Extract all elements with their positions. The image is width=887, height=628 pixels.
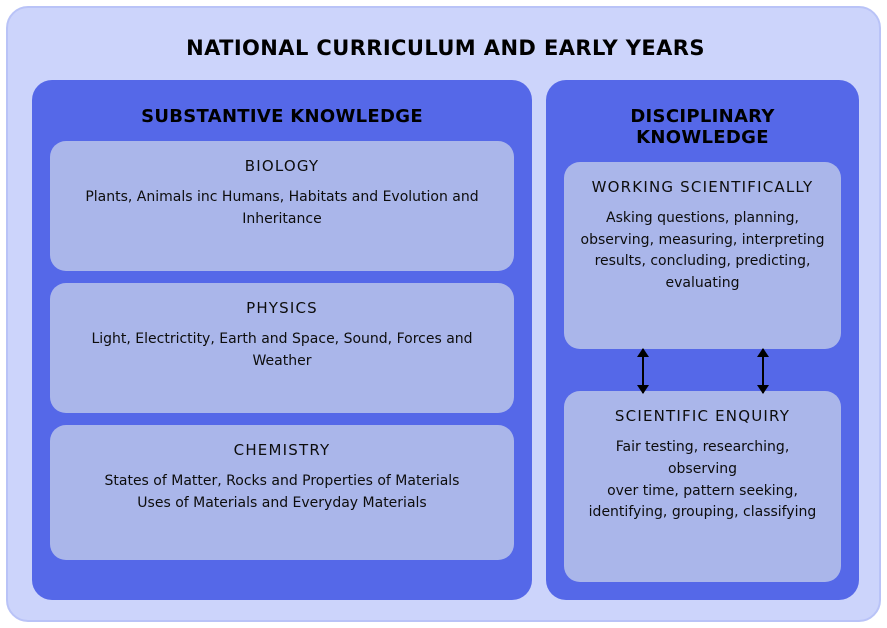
column-substantive-knowledge [32,80,532,600]
column-title-disciplinary: DISCIPLINARY KNOWLEDGE [630,106,775,148]
card-working-scientifically [564,162,841,349]
card-heading-biology: BIOLOGY [244,157,320,175]
card-chemistry [50,425,514,560]
card-line: Plants, Animals inc Humans, Habitats and Evolution and [85,189,479,205]
diagram-columns [32,80,859,600]
card-scientific-enquiry [564,391,841,582]
card-line: identifying, grouping, classifying [588,504,817,521]
card-heading-scientific-enquiry: SCIENTIFIC ENQUIRY [614,407,791,426]
card-biology [50,141,514,271]
card-heading-physics: PHYSICS [246,299,318,317]
card-line: Asking questions, planning, [606,210,799,226]
card-line: Uses of Materials and Everyday Materials [137,494,427,511]
card-body-chemistry [66,471,498,514]
card-line: States of Matter, Rocks and Properties of Materials [104,473,460,489]
card-line: Inheritance [242,210,322,227]
card-body-scientific-enquiry [580,437,825,524]
column-disciplinary-knowledge [546,80,859,600]
card-body-biology [66,187,498,230]
card-line: results, concluding, predicting, [594,253,811,270]
card-physics [50,283,514,413]
connector-arrows [564,349,841,392]
card-line: observing, measuring, interpreting [580,231,825,248]
diagram-outer-frame [6,6,881,622]
card-heading-working-scientifically: WORKING SCIENTIFICALLY [591,178,814,196]
card-line: Weather [252,352,312,369]
card-line: over time, pattern seeking, [607,482,798,499]
card-line: Fair testing, researching, observing [615,439,790,478]
card-body-working-scientifically [580,208,825,295]
card-line: evaluating [665,275,740,292]
card-line: Light, Electrictity, Earth and Space, Sound, Forces and [91,331,473,347]
double-arrow-icon [642,349,644,393]
diagram-title: NATIONAL CURRICULUM AND EARLY YEARS [186,36,705,60]
double-arrow-icon [762,349,764,393]
card-heading-chemistry: CHEMISTRY [233,441,331,459]
column-title-substantive: SUBSTANTIVE KNOWLEDGE [141,106,423,127]
card-body-physics [66,329,498,372]
